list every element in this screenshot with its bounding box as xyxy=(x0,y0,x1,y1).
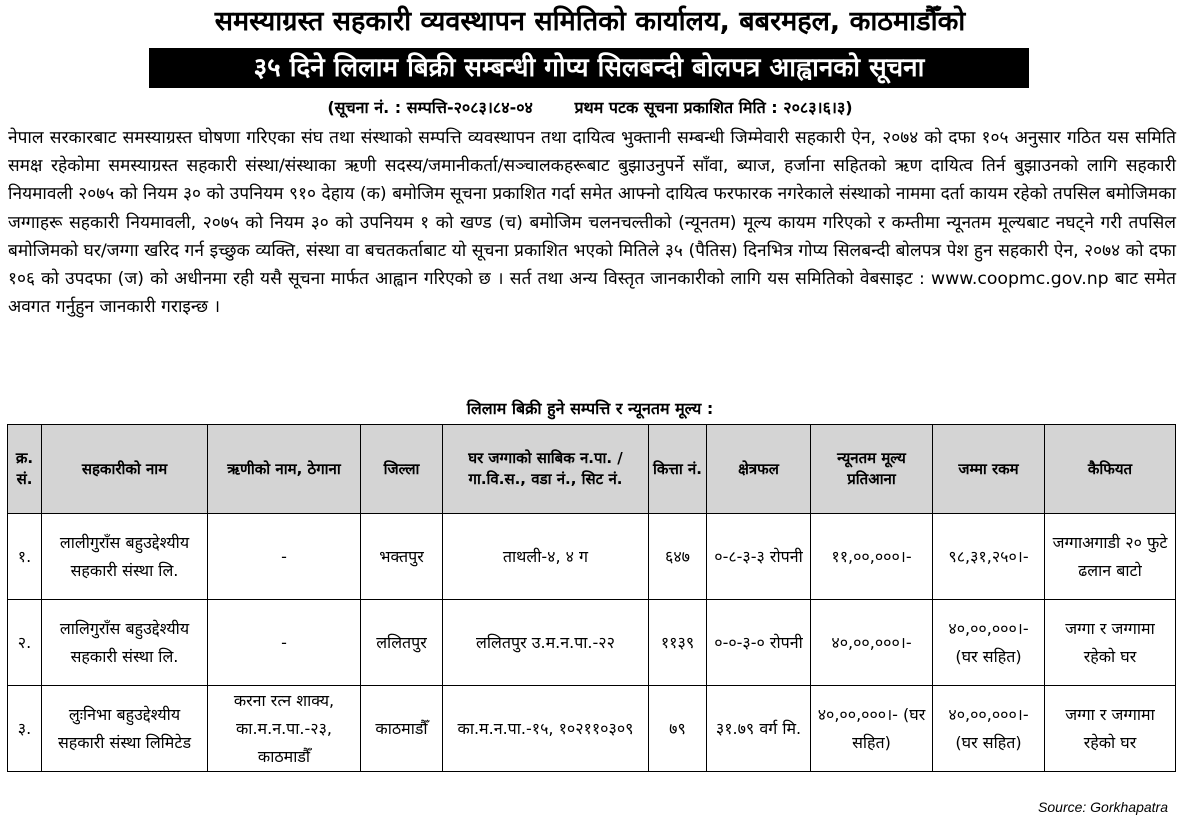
header-total-amount: जम्मा रकम xyxy=(933,425,1045,514)
asset-table xyxy=(7,424,1176,772)
header-debtor: ऋणीको नाम, ठेगाना xyxy=(208,425,361,514)
header-plot-number: कित्ता नं. xyxy=(649,425,707,514)
cell-min-price: ४०,००,०००।- (घर सहित) xyxy=(811,686,933,772)
cell-total-amount: ४०,००,०००।- (घर सहित) xyxy=(933,600,1045,686)
table-header-row xyxy=(8,425,1176,514)
office-title: समस्याग्रस्त सहकारी व्यवस्थापन समितिको कार्यालय, बबरमहल, काठमाडौँको xyxy=(214,6,966,37)
notice-page xyxy=(4,0,1176,821)
cell-debtor: - xyxy=(208,600,361,686)
header-cooperative-name: सहकारीको नाम xyxy=(42,425,208,514)
header-location: घर जग्गाको साबिक न.पा. /गा.वि.स., वडा नं., सिट नं. xyxy=(443,425,649,514)
cell-district: काठमाडौँ xyxy=(361,686,443,772)
cell-debtor: करना रत्न शाक्य, का.म.न.पा.-२३, काठमाडौँ xyxy=(208,686,361,772)
cell-area: ३१.७९ वर्ग मि. xyxy=(707,686,811,772)
cell-remarks: जग्गा र जग्गामा रहेको घर xyxy=(1045,600,1176,686)
cell-cooperative-name: लुःनिभा बहुउद्देश्यीय सहकारी संस्था लिमिटेड xyxy=(42,686,208,772)
cell-area: ०-०-३-० रोपनी xyxy=(707,600,811,686)
cell-total-amount: ४०,००,०००।- (घर सहित) xyxy=(933,686,1045,772)
cell-min-price: ११,००,०००।- xyxy=(811,514,933,600)
cell-plot-number: ११३९ xyxy=(649,600,707,686)
cell-plot-number: ६४७ xyxy=(649,514,707,600)
cell-district: ललितपुर xyxy=(361,600,443,686)
notice-reference-line xyxy=(4,94,1176,122)
cell-debtor: - xyxy=(208,514,361,600)
header-remarks: कैफियत xyxy=(1045,425,1176,514)
notice-body: नेपाल सरकारबाट समस्याग्रस्त घोषणा गरिएका संघ तथा संस्थाको सम्पत्ति व्यवस्थापन तथा दायित्व भुक्तानी सम्बन्धी जिम्मेवारी सहकारी ऐन, २०७४ को दफा १०५ अनुसार गठित यस समिति समक्ष रहेकोमा समस्याग्रस्त सहकारी संस्था/संस्थाका ऋणी सदस्य/जमानीकर्ता/सञ्चालकहरूबाट बुझाउनुपर्ने साँवा, ब्याज, हर्जाना सहितको ऋण दायित्व तिर्न बुझाउनको लागि सहकारी नियमावली २०७५ को नियम ३० को उपनियम ९१० देहाय (क) बमोजिम सूचना प्रकाशित गर्दा समेत आफ्नो दायित्व फरफारक नगरेकाले संस्थाको नाममा दर्ता कायम रहेको तपसिल बमोजिमका जग्गाहरू सहकारी नियमावली, २०७५ को नियम ३० को उपनियम १ को खण्ड (च) बमोजिम चलनचल्तीको (न्यूनतम) मूल्य कायम गरिएको र कम्तीमा न्यूनतम मूल्यबाट नघट्ने गरी तपसिल बमोजिमको घर/जग्गा खरिद गर्न इच्छुक व्यक्ति, संस्था वा बचतकर्ताबाट यो सूचना प्रकाशित भएको मितिले ३५ (पैतिस) दिनभित्र गोप्य सिलबन्दी बोलपत्र पेश हुन सहकारी ऐन, २०७४ को दफा १०६ को उपदफा (ज) को अधीनमा रही यसै सूचना मार्फत आह्वान गरिएको छ । सर्त तथा अन्य विस्तृत जानकारीको लागि यस समितिको वेबसाइट : www.coopmc.gov.np बाट समेत अवगत गर्नुहुन जानकारी गराइन्छ । xyxy=(8,128,1176,318)
table-row xyxy=(8,514,1176,600)
cell-remarks: जग्गा र जग्गामा रहेको घर xyxy=(1045,686,1176,772)
cell-serial: १. xyxy=(8,514,42,600)
cell-remarks: जग्गाअगाडी २० फुटे ढलान बाटो xyxy=(1045,514,1176,600)
notice-title: ३५ दिने लिलाम बिक्री सम्बन्धी गोप्य सिलबन्दी बोलपत्र आह्वानको सूचना xyxy=(149,48,1029,88)
header-district: जिल्ला xyxy=(361,425,443,514)
cell-location: ताथली-४, ४ ग xyxy=(443,514,649,600)
table-title: लिलाम बिक्री हुने सम्पत्ति र न्यूनतम मूल्य : xyxy=(466,399,714,418)
header-area: क्षेत्रफल xyxy=(707,425,811,514)
cell-serial: ३. xyxy=(8,686,42,772)
table-row xyxy=(8,686,1176,772)
header-min-price: न्यूनतम मूल्य प्रतिआना xyxy=(811,425,933,514)
source-credit: Source: Gorkhapatra xyxy=(1038,799,1168,815)
table-row xyxy=(8,600,1176,686)
cell-min-price: ४०,००,०००।- xyxy=(811,600,933,686)
cell-district: भक्तपुर xyxy=(361,514,443,600)
header-serial: क्र. सं. xyxy=(8,425,42,514)
cell-location: का.म.न.पा.-१५, १०२११०३०९ xyxy=(443,686,649,772)
cell-total-amount: ९८,३१,२५०।- xyxy=(933,514,1045,600)
notice-number: (सूचना नं. : सम्पत्ति-२०८३।८४-०४ xyxy=(327,98,533,117)
cell-cooperative-name: लालीगुराँस बहुउद्देश्यीय सहकारी संस्था लि. xyxy=(42,514,208,600)
cell-location: ललितपुर उ.म.न.पा.-२२ xyxy=(443,600,649,686)
cell-plot-number: ७९ xyxy=(649,686,707,772)
cell-serial: २. xyxy=(8,600,42,686)
publish-date: प्रथम पटक सूचना प्रकाशित मिति : २०८३।६।३) xyxy=(574,98,853,117)
cell-cooperative-name: लालिगुराँस बहुउद्देश्यीय सहकारी संस्था लि. xyxy=(42,600,208,686)
cell-area: ०-८-३-३ रोपनी xyxy=(707,514,811,600)
